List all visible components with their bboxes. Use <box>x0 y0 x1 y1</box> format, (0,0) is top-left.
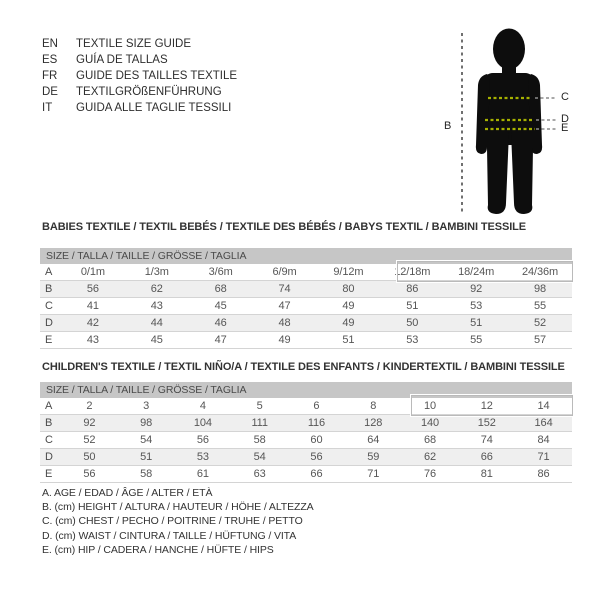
size-cell: 14 <box>515 398 572 415</box>
lang-code: EN <box>42 38 58 50</box>
measurement-legend <box>42 486 314 557</box>
size-cell: 54 <box>118 432 175 449</box>
size-cell: 86 <box>380 281 444 298</box>
row-letter: C <box>40 432 61 449</box>
size-cell: 111 <box>231 415 288 432</box>
size-cell: 128 <box>345 415 402 432</box>
size-cell: 74 <box>253 281 317 298</box>
lang-title: TEXTILE SIZE GUIDE <box>76 38 192 50</box>
row-letter: E <box>40 332 61 349</box>
size-cell: 54 <box>231 449 288 466</box>
size-cell: 52 <box>508 315 572 332</box>
legend-line-waist: D. (cm) WAIST / CINTURA / TAILLE / HÜFTUNG / VITA <box>42 529 297 542</box>
size-cell: 63 <box>231 466 288 483</box>
size-cell: 140 <box>402 415 459 432</box>
row-letter: A <box>40 398 61 415</box>
size-cell: 45 <box>189 298 253 315</box>
size-cell: 98 <box>508 281 572 298</box>
size-cell: 56 <box>288 449 345 466</box>
size-cell: 46 <box>189 315 253 332</box>
size-cell: 51 <box>444 315 508 332</box>
size-cell: 10 <box>402 398 459 415</box>
size-cell: 81 <box>458 466 515 483</box>
size-cell: 56 <box>61 466 118 483</box>
size-cell: 41 <box>61 298 125 315</box>
size-cell: 164 <box>515 415 572 432</box>
lang-title: GUIDA ALLE TAGLIE TESSILI <box>76 102 232 114</box>
size-cell: 44 <box>125 315 189 332</box>
size-cell: 50 <box>380 315 444 332</box>
children-size-table <box>40 398 572 483</box>
size-cell: 6/9m <box>253 264 317 281</box>
size-cell: 47 <box>189 332 253 349</box>
size-cell: 0/1m <box>61 264 125 281</box>
size-cell: 12/18m <box>380 264 444 281</box>
size-cell: 43 <box>61 332 125 349</box>
size-cell: 53 <box>380 332 444 349</box>
lang-code: DE <box>42 86 58 98</box>
size-cell: 9/12m <box>317 264 381 281</box>
size-cell: 42 <box>61 315 125 332</box>
lang-title: GUIDE DES TAILLES TEXTILE <box>76 70 238 82</box>
size-cell: 1/3m <box>125 264 189 281</box>
size-cell: 116 <box>288 415 345 432</box>
size-cell: 59 <box>345 449 402 466</box>
size-cell: 18/24m <box>444 264 508 281</box>
size-cell: 3 <box>118 398 175 415</box>
size-cell: 84 <box>515 432 572 449</box>
size-cell: 51 <box>317 332 381 349</box>
size-row <box>40 432 572 449</box>
lang-row-en <box>42 36 237 52</box>
size-cell: 61 <box>175 466 232 483</box>
lang-code: ES <box>42 54 58 66</box>
lang-title: TEXTILGRÖßENFÜHRUNG <box>76 86 222 98</box>
language-title-list <box>42 36 237 116</box>
size-cell: 53 <box>444 298 508 315</box>
size-cell: 71 <box>515 449 572 466</box>
lang-row-fr <box>42 68 237 84</box>
size-cell: 71 <box>345 466 402 483</box>
lang-code: FR <box>42 70 58 82</box>
size-row <box>40 332 572 349</box>
size-cell: 56 <box>175 432 232 449</box>
size-cell: 50 <box>61 449 118 466</box>
lang-row-es <box>42 52 237 68</box>
size-cell: 86 <box>515 466 572 483</box>
babies-size-table <box>40 264 572 349</box>
size-cell: 43 <box>125 298 189 315</box>
size-row <box>40 415 572 432</box>
size-cell: 62 <box>402 449 459 466</box>
size-row <box>40 466 572 483</box>
row-letter: C <box>40 298 61 315</box>
size-cell: 74 <box>458 432 515 449</box>
waist-label: D <box>561 113 569 125</box>
size-cell: 64 <box>345 432 402 449</box>
size-cell: 66 <box>458 449 515 466</box>
children-section-title: CHILDREN'S TEXTILE / TEXTIL NIÑO/A / TEXTILE DES ENFANTS / KINDERTEXTIL / BAMBINI TESSILE <box>42 361 565 373</box>
size-cell: 55 <box>444 332 508 349</box>
size-cell: 2 <box>61 398 118 415</box>
size-cell: 49 <box>317 298 381 315</box>
size-cell: 98 <box>118 415 175 432</box>
babies-size-header-bar: SIZE / TALLA / TAILLE / GRÖSSE / TAGLIA <box>40 248 572 264</box>
size-cell: 58 <box>118 466 175 483</box>
size-cell: 68 <box>402 432 459 449</box>
size-cell: 52 <box>61 432 118 449</box>
legend-line-height: B. (cm) HEIGHT / ALTURA / HAUTEUR / HÖHE / ALTEZZA <box>42 501 314 514</box>
child-silhouette-icon <box>440 18 598 230</box>
size-cell: 66 <box>288 466 345 483</box>
size-cell: 47 <box>253 298 317 315</box>
size-row <box>40 398 572 415</box>
size-cell: 51 <box>118 449 175 466</box>
babies-section-title: BABIES TEXTILE / TEXTIL BEBÉS / TEXTILE DES BÉBÉS / BABYS TEXTIL / BAMBINI TESSILE <box>42 221 527 233</box>
size-row <box>40 264 572 281</box>
row-letter: D <box>40 449 61 466</box>
size-cell: 3/6m <box>189 264 253 281</box>
size-cell: 55 <box>508 298 572 315</box>
size-cell: 60 <box>288 432 345 449</box>
size-cell: 76 <box>402 466 459 483</box>
measurement-figure <box>440 18 598 230</box>
legend-line-age: A. AGE / EDAD / ÂGE / ALTER / ETÀ <box>42 487 213 499</box>
size-cell: 24/36m <box>508 264 572 281</box>
row-letter: E <box>40 466 61 483</box>
chest-label: C <box>561 91 569 103</box>
size-cell: 104 <box>175 415 232 432</box>
size-row <box>40 315 572 332</box>
size-cell: 51 <box>380 298 444 315</box>
size-cell: 53 <box>175 449 232 466</box>
lang-row-it <box>42 100 237 116</box>
size-row <box>40 449 572 466</box>
size-cell: 92 <box>61 415 118 432</box>
size-cell: 62 <box>125 281 189 298</box>
size-row <box>40 298 572 315</box>
size-cell: 49 <box>317 315 381 332</box>
size-cell: 12 <box>458 398 515 415</box>
size-cell: 152 <box>458 415 515 432</box>
size-cell: 5 <box>231 398 288 415</box>
legend-line-hip: E. (cm) HIP / CADERA / HANCHE / HÜFTE / HIPS <box>42 543 274 556</box>
size-cell: 45 <box>125 332 189 349</box>
row-letter: D <box>40 315 61 332</box>
lang-code: IT <box>42 102 53 114</box>
size-cell: 92 <box>444 281 508 298</box>
size-cell: 48 <box>253 315 317 332</box>
lang-row-de <box>42 84 237 100</box>
legend-line-chest: C. (cm) CHEST / PECHO / POITRINE / TRUHE / PETTO <box>42 515 303 528</box>
height-label: B <box>444 120 452 132</box>
size-cell: 56 <box>61 281 125 298</box>
row-letter: B <box>40 281 61 298</box>
row-letter: A <box>40 264 61 281</box>
size-cell: 8 <box>345 398 402 415</box>
size-cell: 68 <box>189 281 253 298</box>
size-row <box>40 281 572 298</box>
hip-label: E <box>561 122 569 134</box>
size-cell: 6 <box>288 398 345 415</box>
size-cell: 80 <box>317 281 381 298</box>
lang-title: GUÍA DE TALLAS <box>76 54 168 66</box>
row-letter: B <box>40 415 61 432</box>
size-cell: 57 <box>508 332 572 349</box>
children-size-header-bar: SIZE / TALLA / TAILLE / GRÖSSE / TAGLIA <box>40 382 572 398</box>
size-cell: 4 <box>175 398 232 415</box>
size-cell: 58 <box>231 432 288 449</box>
size-cell: 49 <box>253 332 317 349</box>
